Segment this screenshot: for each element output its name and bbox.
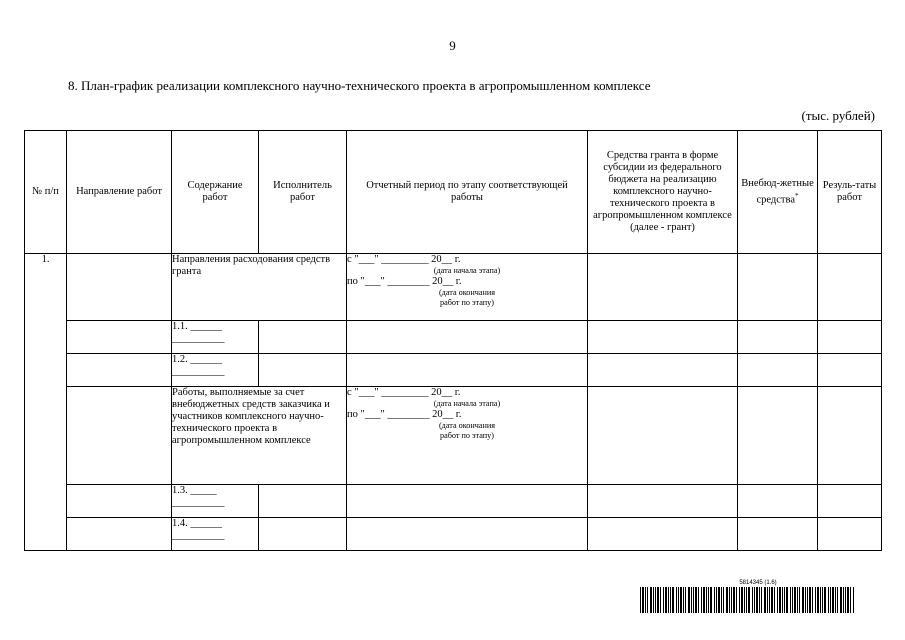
units-label: (тыс. рублей) xyxy=(801,108,875,123)
item-label: 1.2. ______ xyxy=(172,354,222,365)
period-from-note: (дата начала этапа) xyxy=(433,266,501,275)
offbudget-works-label: Работы, выполняемые за счет внебюджетных средств заказчика и участников комплексного научно-технического проекта в агропромышленном комплексе xyxy=(172,387,347,485)
table-row xyxy=(25,485,882,518)
period-to-note-2: работ по этапу) xyxy=(440,298,494,307)
table-row xyxy=(25,518,882,551)
section-title: 8. План-график реализации комплексного научно-технического проекта в агропромышленном комплексе xyxy=(68,78,651,93)
row-number: 1. xyxy=(25,254,67,551)
period-cell xyxy=(347,254,588,321)
header-results: Резуль-таты работ xyxy=(818,131,882,254)
blank-line: __________ xyxy=(172,530,225,541)
header-executor: Исполнитель работ xyxy=(259,131,347,254)
barcode-icon xyxy=(640,587,856,613)
header-direction: Направление работ xyxy=(67,131,172,254)
page-number: 9 xyxy=(449,38,456,53)
table-row xyxy=(25,321,882,354)
barcode-block xyxy=(640,580,856,613)
period-from: с "___" _________ 20__ г. xyxy=(347,254,461,265)
header-num: № п/п xyxy=(25,131,67,254)
item-cell xyxy=(172,321,259,354)
period-to-note-1: (дата окончания xyxy=(438,421,496,430)
period-to-note-1: (дата окончания xyxy=(438,288,496,297)
item-label: 1.3. _____ xyxy=(172,485,217,496)
period-from: с "___" _________ 20__ г. xyxy=(347,387,461,398)
barcode-number: 5814345 (1.6) xyxy=(739,580,777,586)
table-row xyxy=(25,354,882,387)
plan-schedule-table xyxy=(24,130,882,551)
item-cell xyxy=(172,518,259,551)
item-label: 1.4. ______ xyxy=(172,518,222,529)
period-to: по "___" ________ 20__ г. xyxy=(347,409,462,420)
blank-line: __________ xyxy=(172,497,225,508)
blank-line: __________ xyxy=(172,366,225,377)
period-from-note: (дата начала этапа) xyxy=(433,399,501,408)
period-to: по "___" ________ 20__ г. xyxy=(347,276,462,287)
item-cell xyxy=(172,485,259,518)
table-row xyxy=(25,387,882,485)
item-cell xyxy=(172,354,259,387)
table-header-row xyxy=(25,131,882,254)
header-extra-text: Внебюд-жетные средства xyxy=(741,177,814,206)
header-extra-budget xyxy=(738,131,818,254)
period-to-note-2: работ по этапу) xyxy=(440,431,494,440)
table-row xyxy=(25,254,882,321)
header-content: Содержание работ xyxy=(172,131,259,254)
header-period: Отчетный период по этапу соответствующей работы xyxy=(347,131,588,254)
grant-expenses-label: Направления расходования средств гранта xyxy=(172,254,347,321)
header-grant: Средства гранта в форме субсидии из федерального бюджета на реализацию комплексного научно-технического проекта в агропромышленном комплексе (далее - грант) xyxy=(588,131,738,254)
item-label: 1.1. ______ xyxy=(172,321,222,332)
period-cell xyxy=(347,387,588,485)
footnote-mark: * xyxy=(795,191,799,200)
blank-line: __________ xyxy=(172,333,225,344)
